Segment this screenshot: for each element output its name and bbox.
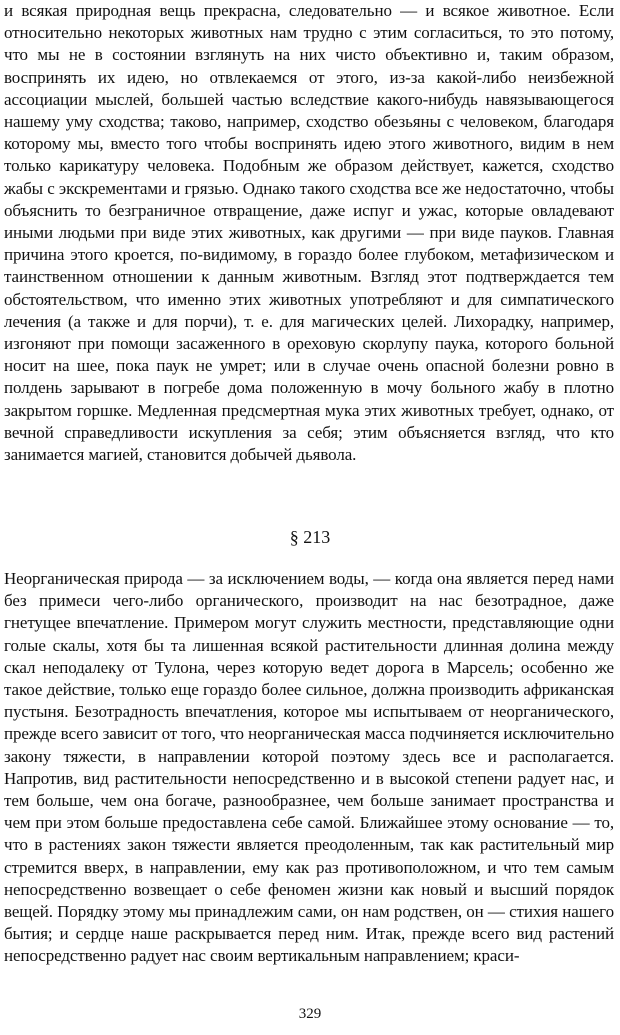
text-block-top bbox=[4, 0, 614, 466]
section-heading: § 213 bbox=[289, 527, 331, 547]
text-block-bottom bbox=[4, 568, 614, 968]
paragraph-bottom: Неорганическая природа — за исключением воды, — когда она является перед нами без примеси чего-либо органического, производит на нас безотрадное, даже гнетущее впечатление. Примером могут служить местности, представляющие одни голые скалы, хотя бы та лишенная всякой растительности длинная долина между скал неподалеку от Тулона, через которую ведет дорога в Марсель; особенно же такое действие, только еще гораздо более сильное, должна производить африканская пустыня. Безотрадность впечатления, которое мы испытываем от неорганического, прежде всего зависит от того, что неорганическая масса подчиняется исключительно закону тяжести, в направлении которой поэтому здесь все и располагается. Напротив, вид растительности непосредственно и в высокой степени радует нас, и тем больше, чем она богаче, разнообразнее, чем больше занимает пространства и чем при этом больше предоставлена себе самой. Ближайшее этому основание — то, что в растениях закон тяжести является преодоленным, так как растительный мир стремится вверх, в направлении, ему как раз противоположном, и что тем самым непосредственно возвещает о себе феномен жизни как новый и высший порядок вещей. Порядку этому мы принадлежим сами, он нам родствен, он — стихия нашего бытия; и сердце наше раскрывается перед ним. Итак, прежде всего вид растений непосредственно радует нас своим вертикальным направлением; краси- bbox=[4, 569, 614, 966]
page-number: 329 bbox=[298, 1006, 322, 1022]
paragraph-top: и всякая природная вещь прекрасна, следовательно — и всякое животное. Если относительно некоторых животных нам трудно с этим согласиться, то это потому, что мы не в состоянии взглянуть на них чисто объективно и, таким образом, воспринять их идею, но отвлекаемся от этого, из-за какой-либо неизбежной ассоциации мыслей, большей частью вследствие какого-нибудь навязывающегося нашему уму сходства; таково, например, сходство обезьяны с человеком, благодаря которому мы, вместо того чтобы воспринять идею этого животного, видим в нем только карикатуру человека. Подобным же образом действует, кажется, сходство жабы с экскрементами и грязью. Однако такого сходства все же недостаточно, чтобы объяснить то безграничное отвращение, даже испуг и ужас, которые овладевают иными людьми при виде этих животных, как другими — при виде пауков. Главная причина этого кроется, по-видимому, в гораздо более глубоком, метафизическом и таинственном отношении к данным животным. Взгляд этот подтверждается тем обстоятельством, что именно этих животных употребляют и для симпатического лечения (а также и для порчи), т. е. для магических целей. Лихорадку, например, изгоняют при помощи засаженного в ореховую скорлупу паука, которого больной носит на шее, пока паук не умрет; или в случае очень опасной болезни ровно в полдень зарывают в погребе дома положенную в мочу больного жабу в плотно закрытом горшке. Медленная предсмертная мука этих животных требует, однако, от вечной справедливости искупления за себя; этим объясняется взгляд, что кто занимается магией, становится добычей дьявола. bbox=[4, 1, 614, 465]
